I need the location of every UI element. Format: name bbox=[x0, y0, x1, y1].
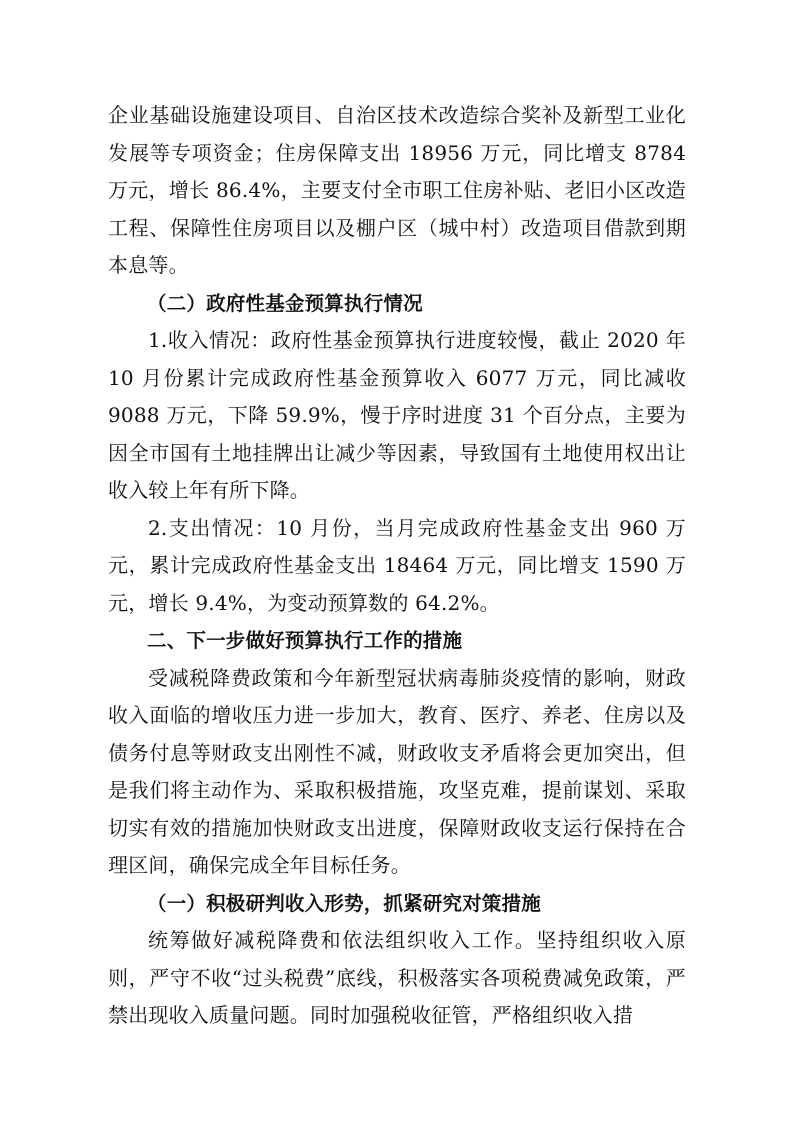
paragraph-revenue-collection: 统筹做好减税降费和依法组织收入工作。坚持组织收入原则，严守不收“过头税费”底线，积极落实各项税费减免政策，严禁出现收入质量问题。同时加强税收征管，严格组织收入措 bbox=[108, 928, 686, 1027]
paragraph-fund-income: 1.收入情况：政府性基金预算执行进度较慢，截止 2020 年 10 月份累计完成政府性基金预算收入 6077 万元，同比减收 9088 万元，下降 59.9%，慢于序时进度 31 个百分点，主要为因全市国有土地挂牌出让减少等因素，导致国有土地使用权出让收入较上年有所下降。 bbox=[108, 328, 686, 502]
document-body bbox=[108, 97, 686, 1035]
paragraph-housing-expenditure: 企业基础设施建设项目、自治区技术改造综合奖补及新型工业化发展等专项资金；住房保障支出 18956 万元，同比增支 8784 万元，增长 86.4%，主要支付全市职工住房补贴、老旧小区改造工程、保障性住房项目以及棚户区（城中村）改造项目借款到期本息等。 bbox=[108, 103, 686, 277]
heading-government-fund-budget: （二）政府性基金预算执行情况 bbox=[147, 291, 423, 315]
paragraph-fund-expenditure: 2.支出情况：10 月份，当月完成政府性基金支出 960 万元，累计完成政府性基金支出 18464 万元，同比增支 1590 万元，增长 9.4%，为变动预算数的 64.2%。 bbox=[108, 515, 686, 615]
heading-revenue-analysis: （一）积极研判收入形势，抓紧研究对策措施 bbox=[147, 891, 542, 915]
paragraph-next-steps: 受减税降费政策和今年新型冠状病毒肺炎疫情的影响，财政收入面临的增收压力进一步加大，教育、医疗、养老、住房以及债务付息等财政支出刚性不减，财政收支矛盾将会更加突出，但是我们将主动作为、采取积极措施，攻坚克难，提前谋划、采取切实有效的措施加快财政支出进度，保障财政收支运行保持在合理区间，确保完成全年目标任务。 bbox=[108, 665, 686, 877]
heading-next-steps: 二、下一步做好预算执行工作的措施 bbox=[147, 629, 463, 652]
